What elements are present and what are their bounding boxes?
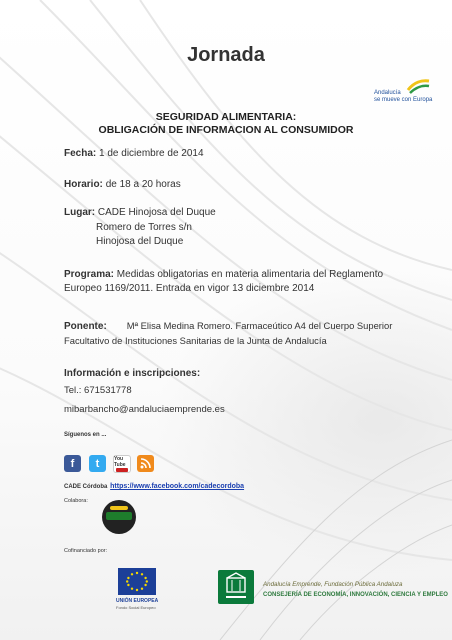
junta-line1: Andalucía Emprende, Fundación Pública Andaluza: [263, 581, 403, 588]
youtube-icon[interactable]: You Tube: [113, 455, 131, 473]
rss-glyph: [140, 458, 151, 469]
programa-line2: Europeo 1169/2011. Entrada en vigor 13 diciembre 2014: [64, 283, 315, 294]
junta-emblem-icon: [218, 570, 254, 604]
junta-andalucia-logo: [218, 570, 254, 604]
lugar-line3: Hinojosa del Duque: [96, 236, 184, 247]
rss-icon[interactable]: [137, 455, 154, 472]
info-label: Información e inscripciones:: [64, 368, 201, 379]
andalucia-europa-logo: [372, 78, 434, 108]
fecha-value: 1 de diciembre de 2014: [99, 148, 204, 159]
twitter-icon[interactable]: t: [89, 455, 106, 472]
fecha-row: [64, 148, 204, 159]
horario-label: Horario:: [64, 179, 103, 190]
colabora-logo: [102, 500, 136, 534]
lugar-label: Lugar:: [64, 207, 96, 218]
lugar-row: [64, 207, 216, 218]
page-title: Jornada: [187, 44, 265, 66]
programa-line1: Medidas obligatorias en materia alimentaria del Reglamento: [116, 269, 384, 280]
horario-row: [64, 179, 181, 190]
brand-line2: se mueve con Europa: [374, 97, 433, 103]
ponente-line1: Mª Elisa Medina Romero. Farmaceútico A4 del Cuerpo Superior: [126, 320, 393, 331]
horario-value: de 18 a 20 horas: [105, 179, 181, 190]
follow-label: Síguenos en ...: [64, 432, 107, 438]
programa-label: Programa:: [64, 269, 115, 280]
cade-facebook-row: [64, 480, 244, 491]
ponente-label: Ponente:: [64, 321, 107, 332]
facebook-icon[interactable]: f: [64, 455, 81, 472]
eu-line2: Fondo Social Europeo: [116, 605, 156, 610]
cofinanciado-label: Cofinanciado por:: [64, 548, 108, 554]
programa-row: [64, 269, 383, 280]
info-tel: Tel.: 671531778: [64, 385, 132, 396]
cade-label: CADE Córdoba: [64, 484, 108, 490]
subject-line2: OBLIGACIÓN DE INFORMACION AL CONSUMIDOR: [98, 124, 354, 136]
fecha-label: Fecha:: [64, 148, 97, 159]
ponente-line2: Facultativo de Instituciones Sanitarias de la Junta de Andalucía: [64, 335, 327, 346]
junta-line2: CONSEJERÍA DE ECONOMÍA, INNOVACIÓN, CIENCIA Y EMPLEO: [263, 592, 448, 598]
eu-line1: UNIÓN EUROPEA: [116, 598, 159, 604]
eu-flag-icon: [118, 568, 156, 595]
facebook-link[interactable]: https://www.facebook.com/cadecordoba: [110, 483, 245, 490]
subject-line1: SEGURIDAD ALIMENTARIA:: [155, 111, 297, 123]
ponente-row: [64, 320, 392, 332]
brand-line1: Andalucía: [374, 90, 401, 96]
info-email[interactable]: mibarbancho@andaluciaemprende.es: [64, 404, 225, 415]
colabora-label: Colabora:: [64, 498, 88, 504]
andalucia-swoosh-icon: [406, 78, 430, 94]
lugar-line2: Romero de Torres s/n: [96, 222, 192, 233]
lugar-line1: CADE Hinojosa del Duque: [97, 207, 216, 218]
